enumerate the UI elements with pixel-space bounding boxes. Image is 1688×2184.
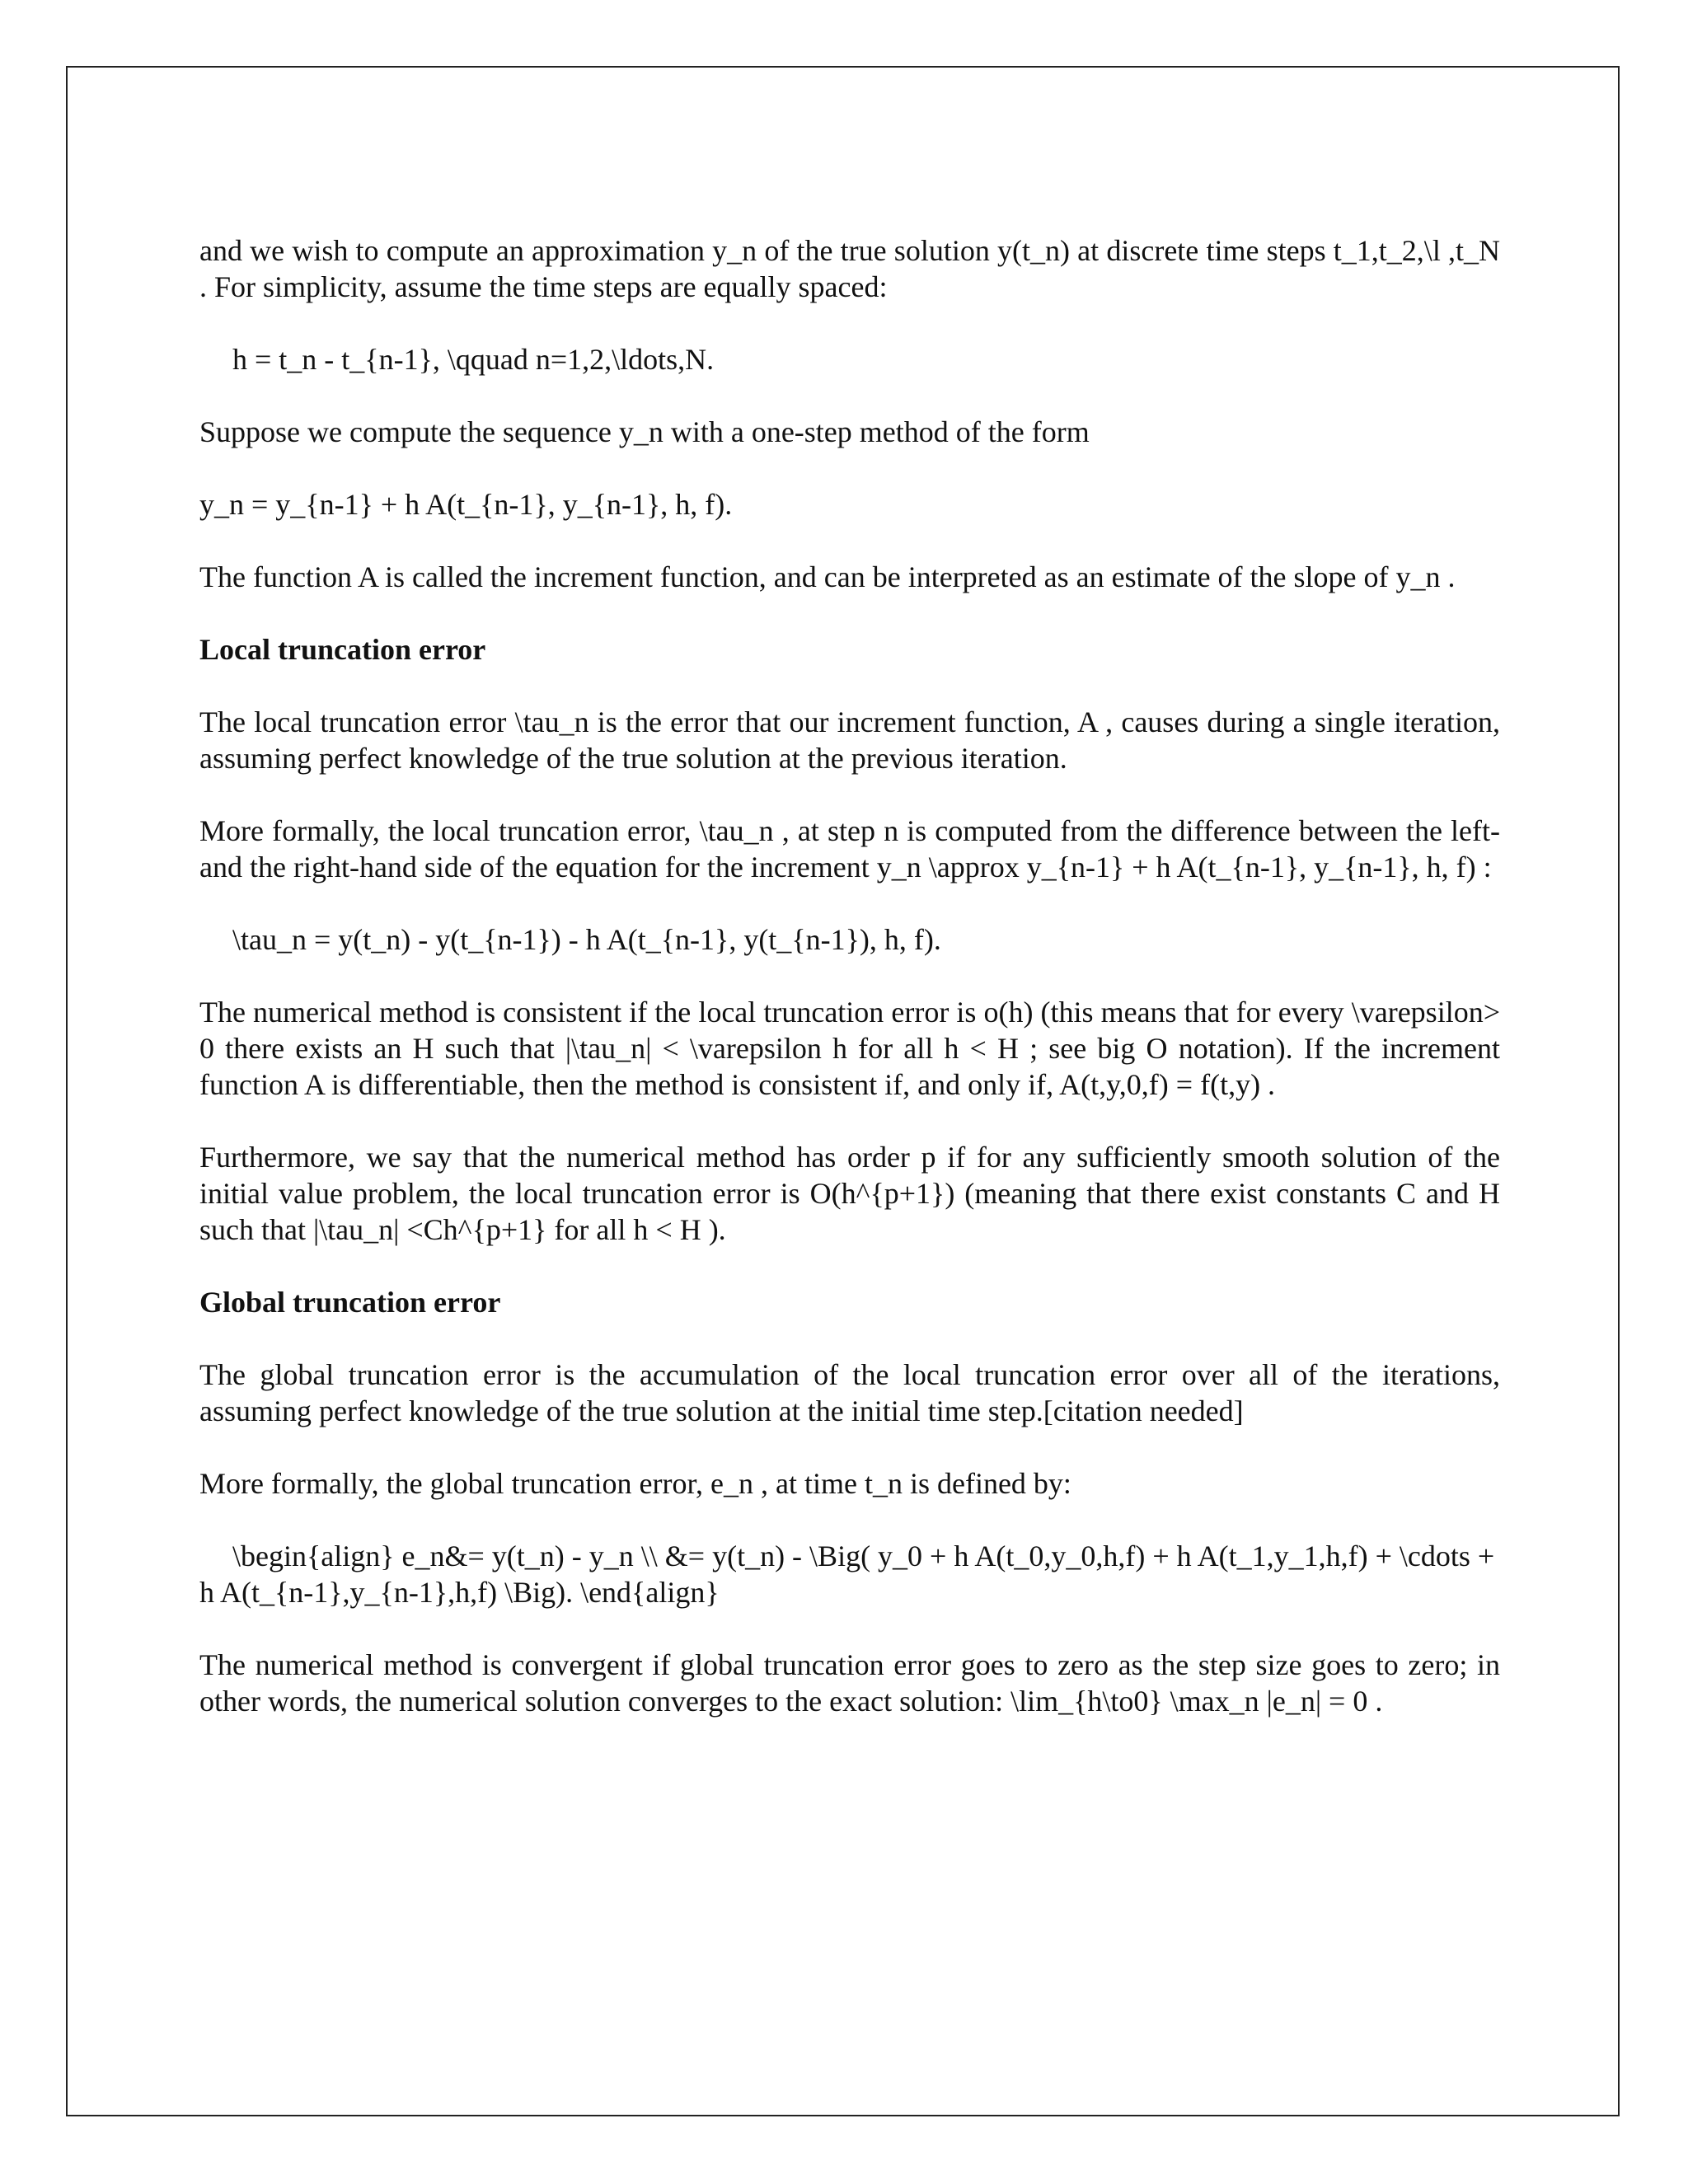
- paragraph-global-error-definition: The global truncation error is the accumulation of the local truncation error over all of the iterations, assuming perfect knowledge of the true solution at the initial time step.[citation needed]: [199, 1358, 1500, 1427]
- paragraph-consistency: The numerical method is consistent if the local truncation error is o(h) (this means that for every \varepsilon> 0 there exists an H such that |\tau_n| < \varepsilon h for all h < H ; see big O notation). If the increment function A is differentiable, then the method is consistent if, and only if, A(t,y,0,f) = f(t,y) .: [199, 996, 1500, 1101]
- paragraph-intro: and we wish to compute an approximation y_n of the true solution y(t_n) at discrete time steps t_1,t_2,\l ,t_N . For simplicity, assume the time steps are equally spaced:: [199, 234, 1500, 303]
- paragraph-convergence: The numerical method is convergent if global truncation error goes to zero as the step size goes to zero; in other words, the numerical solution converges to the exact solution: \lim_{h\to0} \max_n |e_n| = 0 .: [199, 1648, 1500, 1718]
- paragraph-one-step-method: Suppose we compute the sequence y_n with a one-step method of the form: [199, 415, 1090, 448]
- paragraph-order: Furthermore, we say that the numerical method has order p if for any sufficiently smooth solution of the initial value problem, the local truncation error is O(h^{p+1}) (meaning that there exist constants C and H such that |\tau_n| <Ch^{p+1} for all h < H ).: [199, 1141, 1500, 1246]
- equation-one-step: y_n = y_{n-1} + h A(t_{n-1}, y_{n-1}, h, f).: [199, 488, 733, 521]
- heading-global-truncation-error: Global truncation error: [199, 1286, 501, 1319]
- equation-step-size: h = t_n - t_{n-1}, \qquad n=1,2,\ldots,N.: [232, 343, 715, 376]
- paragraph-local-error-formal: More formally, the local truncation error, \tau_n , at step n is computed from the difference between the left- and the right-hand side of the equation for the increment y_n \approx y_{n-1} + h A(t_{n-1}, y_{n-1}, h, f) :: [199, 814, 1500, 883]
- document-body: [199, 232, 1500, 1755]
- equation-local-error: \tau_n = y(t_n) - y(t_{n-1}) - h A(t_{n-1}, y(t_{n-1}), h, f).: [232, 923, 941, 956]
- paragraph-increment-function: The function A is called the increment function, and can be interpreted as an estimate of the slope of y_n .: [199, 560, 1456, 593]
- heading-local-truncation-error: Local truncation error: [199, 633, 486, 666]
- equation-global-error: \begin{align} e_n&= y(t_n) - y_n \\ &= y(t_n) - \Big( y_0 + h A(t_0,y_0,h,f) + h A(t_1,y_1,h,f) + \cdots + h A(t_{n-1},y_{n-1},h,f) \Big). \end{align}: [199, 1540, 1495, 1609]
- paragraph-local-error-definition: The local truncation error \tau_n is the error that our increment function, A , causes during a single iteration, assuming perfect knowledge of the true solution at the previous iteration.: [199, 705, 1500, 775]
- paragraph-global-error-formal: More formally, the global truncation error, e_n , at time t_n is defined by:: [199, 1467, 1071, 1500]
